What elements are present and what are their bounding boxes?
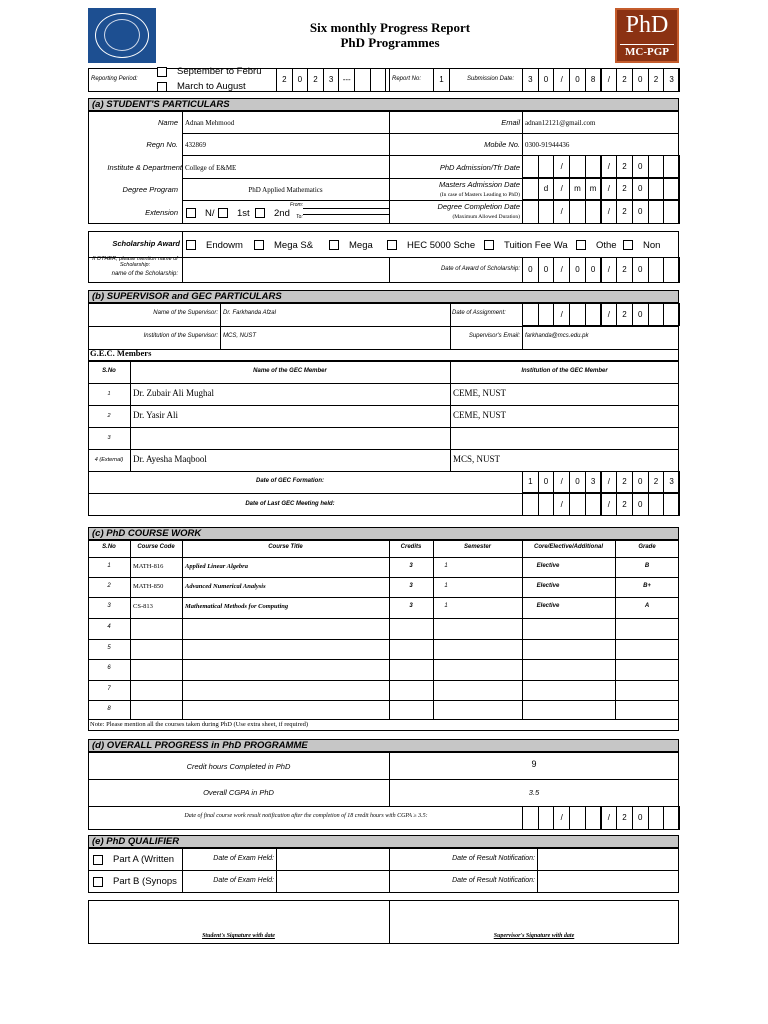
admission-date-cell[interactable] [522,155,539,178]
gec-last-meeting-cell[interactable] [663,493,680,516]
email-value[interactable]: adnan12121@gmail.com [525,119,596,127]
section-b-header: (b) SUPERVISOR and GEC PARTICULARS [88,290,679,303]
final-notification-cell[interactable] [648,806,665,830]
degree-program-label: Degree Program [122,185,178,194]
part-a-result-label: Date of Result Notification: [452,855,535,862]
scholarship-date-cell[interactable]: 0 [522,257,539,283]
assignment-date-cell[interactable] [648,303,665,326]
masters-date-cell[interactable]: / [601,178,618,200]
assignment-date-cell[interactable]: 0 [632,303,649,326]
gec-formation-cell[interactable]: / [601,471,618,493]
cgpa-label: Overall CGPA in PhD [203,788,274,797]
completion-date-cell[interactable] [538,200,555,224]
email-label: Email [501,118,520,127]
submission-date-cell[interactable]: 8 [585,68,602,92]
period-march-checkbox[interactable] [157,82,167,92]
admission-date-cell[interactable] [648,155,665,178]
course-cell-grade[interactable]: A [644,603,650,609]
gec-formation-cell[interactable]: 0 [632,471,649,493]
course-header-cell: Course Code [137,544,175,550]
gec-header-sno: S.No [102,368,116,374]
scholarship-date-label: Date of Award of Scholarship: [440,266,520,272]
course-cell-grade[interactable]: B+ [643,583,651,589]
extension-2nd-checkbox[interactable] [255,208,265,218]
period-september-checkbox[interactable] [157,67,167,77]
scholarship-option-checkbox[interactable] [329,240,339,250]
supervisor-name-label: Name of the Supervisor: [153,310,218,316]
scholarship-option-label: Tuition Fee Wa [504,240,568,251]
gec-formation-cell[interactable]: 2 [648,471,665,493]
extension-1st-label: 1st [237,208,250,219]
gec-formation-cell[interactable]: 1 [522,471,539,493]
scholarship-option-checkbox[interactable] [254,240,264,250]
extension-label: Extension [145,208,178,217]
scholarship-name-label: name of the Scholarship: [111,271,178,277]
course-cell-sno: 6 [107,665,111,671]
extension-to-label: To: [296,214,303,220]
gec-formation-cell[interactable]: 0 [538,471,555,493]
gec-row-name[interactable]: Dr. Ayesha Maqbool [133,454,207,464]
gec-last-meeting-cell[interactable] [585,493,602,516]
report-subtitle: PhD Programmes [340,35,440,50]
masters-date-cell[interactable]: / [553,178,570,200]
reporting-year-cell[interactable]: 3 [323,68,340,92]
course-cell-sno: 3 [107,603,111,609]
course-header-cell: Credits [400,544,422,550]
submission-date-cell[interactable]: / [553,68,570,92]
course-cell-code[interactable]: MATH-816 [133,563,164,570]
masters-date-cell[interactable]: d [538,178,555,200]
part-b-result-label: Date of Result Notification: [452,877,535,884]
gec-row-institution[interactable]: CEME, NUST [453,410,507,420]
gec-formation-cell[interactable]: / [553,471,570,493]
scholarship-date-cell[interactable]: 0 [585,257,602,283]
final-notification-cell[interactable]: 2 [616,806,633,830]
course-cell-credits[interactable]: 3 [409,603,413,609]
scholarship-option-label: Mega S& [274,240,314,251]
course-table [88,540,679,731]
student-signature-label[interactable]: Student's Signature with date [202,933,275,939]
section-d-header: (d) OVERALL PROGRESS in PhD PROGRAMME [88,739,679,752]
student-name-label: Name [157,118,178,127]
assignment-date-cell[interactable] [663,303,680,326]
masters-date-label: Masters Admission Date [439,180,520,189]
scholarship-option-checkbox[interactable] [576,240,586,250]
final-notification-cell[interactable] [522,806,539,830]
gec-last-meeting-cell[interactable] [522,493,539,516]
credit-hours-label: Credit hours Completed in PhD [186,762,291,771]
course-cell-title[interactable]: Mathematical Methods for Computing [185,603,289,610]
admission-date-cell[interactable] [569,155,586,178]
submission-date-cell[interactable]: 2 [616,68,633,92]
submission-date-cell[interactable]: 0 [632,68,649,92]
gec-header-inst: Institution of the GEC Member [521,368,608,374]
phd-badge [615,8,679,63]
admission-date-cell[interactable]: / [601,155,618,178]
university-logo [88,8,156,63]
gec-row-name[interactable]: Dr. Zubair Ali Mughal [133,388,214,398]
mobile-label: Mobile No. [484,140,520,149]
part-b-exam-label: Date of Exam Held: [213,877,274,884]
completion-date-note: (Maximum Allowed Duration) [452,214,520,220]
course-cell-credits[interactable]: 3 [409,583,413,589]
course-cell-type[interactable]: Elective [536,603,560,609]
course-cell-type[interactable]: Elective [536,563,560,569]
gec-row-institution[interactable]: MCS, NUST [453,454,501,464]
assignment-date-cell[interactable]: / [601,303,618,326]
supervisor-signature-label[interactable]: Supervisor's Signature with date [493,933,575,939]
admission-date-cell[interactable] [538,155,555,178]
admission-date-cell[interactable]: 0 [632,155,649,178]
gec-last-meeting-cell[interactable]: 0 [632,493,649,516]
masters-date-cell[interactable]: m [569,178,586,200]
submission-date-cell[interactable]: 0 [569,68,586,92]
report-title: Six monthly Progress Report [309,20,471,35]
admission-date-label: PhD Admission/Tfr Date [439,163,520,172]
gec-formation-label: Date of GEC Formation: [255,478,324,484]
final-notification-cell[interactable] [663,806,680,830]
course-cell-semester[interactable]: 1 [444,583,448,589]
supervisor-email-value[interactable]: farkhanda@mcs.edu.pk [525,333,589,339]
final-notification-label: Date of final course work result notification after the completion of 18 credit hours with CGPA ≥ 3.5: [184,813,428,819]
assignment-date-cell[interactable]: / [553,303,570,326]
course-cell-semester[interactable]: 1 [444,563,448,569]
supervisor-name-value[interactable]: Dr. Farkhanda Afzal [223,310,276,316]
assignment-date-cell[interactable]: 2 [616,303,633,326]
assignment-date-cell[interactable] [522,303,539,326]
scholarship-option-checkbox[interactable] [186,240,196,250]
scholarship-date-cell[interactable]: / [553,257,570,283]
course-cell-sno: 4 [107,624,111,630]
badge-text: PhD [625,12,669,38]
assignment-date-cell[interactable] [569,303,586,326]
institute-value[interactable]: College of E&ME [185,164,237,172]
part-b-checkbox[interactable] [93,877,103,887]
course-note: Note: Please mention all the courses taken during PhD (Use extra sheet, if required) [90,721,309,728]
admission-date-cell[interactable] [585,155,602,178]
course-header-cell: Grade [638,544,656,550]
scholarship-date-cell[interactable]: 0 [538,257,555,283]
course-header-cell: Core/Elective/Additional [533,544,603,550]
reporting-year-cell[interactable]: 0 [292,68,309,92]
completion-date-cell[interactable]: 0 [632,200,649,224]
gec-title: G.E.C. Members [90,348,152,358]
course-header-cell: S.No [102,544,116,550]
assignment-date-label: Date of Assignment: [452,310,506,316]
part-a-checkbox[interactable] [93,855,103,865]
submission-date-cell[interactable]: 3 [663,68,680,92]
course-cell-code[interactable]: MATH-850 [133,583,164,590]
reporting-year-cell[interactable]: 2 [276,68,293,92]
extension-na-label: N/ [205,208,215,219]
scholarship-option-checkbox[interactable] [623,240,633,250]
course-cell-sno: 7 [107,686,111,692]
gec-formation-cell[interactable]: 2 [616,471,633,493]
completion-date-cell[interactable]: 2 [616,200,633,224]
admission-date-cell[interactable]: 2 [616,155,633,178]
scholarship-date-cell[interactable]: 0 [569,257,586,283]
assignment-date-cell[interactable] [538,303,555,326]
scholarship-label: Scholarship Award [112,239,180,248]
scholarship-option-label: Othe [596,240,617,251]
course-cell-credits[interactable]: 3 [409,563,413,569]
scholarship-option-label: Endowm [206,240,243,251]
gec-row-sno: 2 [107,413,111,419]
scholarship-date-cell[interactable]: 2 [616,257,633,283]
part-a-label: Part A (Written [113,854,175,865]
scholarship-option-label: Mega [349,240,373,251]
course-cell-type[interactable]: Elective [536,583,560,589]
course-cell-title[interactable]: Advanced Numerical Analysis [185,583,266,590]
section-a-header: (a) STUDENT'S PARTICULARS [88,98,679,111]
course-cell-sno: 5 [107,645,111,651]
period-march-label: March to August [177,81,246,92]
gec-row-institution[interactable]: CEME, NUST [453,388,507,398]
masters-date-cell[interactable]: 0 [632,178,649,200]
mobile-value[interactable]: 0300-91944436 [525,141,570,149]
regn-no-value[interactable]: 432869 [185,141,206,149]
course-header-cell: Course Title [268,544,303,550]
scholarship-option-label: Non [643,240,661,251]
gec-formation-cell[interactable]: 3 [663,471,680,493]
course-cell-semester[interactable]: 1 [444,603,448,609]
scholarship-option-label: HEC 5000 Sche [407,240,476,251]
masters-date-cell[interactable] [522,178,539,200]
cgpa-value[interactable]: 3.5 [528,788,540,797]
course-cell-grade[interactable]: B [644,563,650,569]
completion-date-label: Degree Completion Date [437,202,520,211]
scholarship-option-checkbox[interactable] [484,240,494,250]
gec-header-name: Name of the GEC Member [253,368,327,374]
submission-date-cell[interactable]: 3 [522,68,539,92]
gec-row-sno: 4 (External) [94,457,124,463]
credit-hours-value[interactable]: 9 [531,759,537,769]
reporting-year-cell[interactable]: 2 [307,68,324,92]
final-notification-cell[interactable] [569,806,586,830]
course-header-cell: Semester [463,544,492,550]
gec-formation-cell[interactable]: 3 [585,471,602,493]
submission-date-label: Submission Date: [467,76,515,82]
part-b-label: Part B (Synops [113,876,177,887]
report-no-label: Report No: [392,76,422,82]
final-notification-cell[interactable]: / [601,806,618,830]
gec-formation-cell[interactable]: 0 [569,471,586,493]
submission-date-cell[interactable]: / [601,68,618,92]
student-name-value[interactable]: Adnan Mehmood [185,119,235,127]
section-c-header: (c) PhD COURSE WORK [88,527,679,540]
masters-date-cell[interactable] [648,178,665,200]
gec-last-meeting-cell[interactable]: / [553,493,570,516]
course-cell-title[interactable]: Applied Linear Algebra [185,563,248,570]
course-cell-sno: 2 [107,583,111,589]
gec-row-sno: 1 [107,391,111,397]
completion-date-cell[interactable] [663,200,680,224]
reporting-year-cell[interactable] [370,68,387,92]
logo-inner-ring [104,19,140,51]
part-a-exam-label: Date of Exam Held: [213,855,274,862]
assignment-date-cell[interactable] [585,303,602,326]
final-notification-cell[interactable] [538,806,555,830]
extension-2nd-label: 2nd [274,208,290,219]
masters-date-note: (In case of Masters Leading to PhD) [439,192,520,198]
supervisor-inst-label: Institution of the Supervisor: [143,333,218,339]
course-cell-sno: 8 [107,706,111,712]
scholarship-date-cell[interactable] [663,257,680,283]
completion-date-cell[interactable] [585,200,602,224]
gec-row-sno: 3 [107,435,111,441]
scholarship-date-cell[interactable] [648,257,665,283]
masters-date-cell[interactable] [663,178,680,200]
completion-date-cell[interactable] [522,200,539,224]
completion-date-cell[interactable] [648,200,665,224]
gec-last-meeting-label: Date of Last GEC Meeting held: [245,501,335,507]
gec-last-meeting-cell[interactable]: 2 [616,493,633,516]
section-e-header: (e) PhD QUALIFIER [88,835,679,848]
gec-row-name[interactable]: Dr. Yasir Ali [133,410,179,420]
extension-na-checkbox[interactable] [186,208,196,218]
scholarship-other-label: If OTHER, please mention name of Scholarship: [92,256,178,268]
extension-from-label: From: [290,202,304,208]
course-cell-code[interactable]: CS-813 [133,603,153,610]
supervisor-inst-value[interactable]: MCS, NUST [223,333,256,339]
period-september-label: September to Febru [177,66,262,77]
completion-date-cell[interactable] [569,200,586,224]
reporting-year-cell[interactable]: --- [338,68,355,92]
final-notification-cell[interactable]: / [553,806,570,830]
extension-1st-checkbox[interactable] [218,208,228,218]
completion-date-cell[interactable]: / [553,200,570,224]
reporting-year-cell[interactable] [354,68,371,92]
regn-no-label: Regn No. [146,140,178,149]
scholarship-date-cell[interactable]: / [601,257,618,283]
final-notification-cell[interactable] [585,806,602,830]
reporting-period-label: Reporting Period: [91,76,138,82]
admission-date-cell[interactable] [663,155,680,178]
badge-subtext: MC-PGP [625,46,669,58]
final-notification-cell[interactable]: 0 [632,806,649,830]
degree-program-value[interactable]: PhD Applied Mathematics [248,186,323,194]
supervisor-email-label: Supervisor's Email: [468,333,520,339]
completion-date-cell[interactable]: / [601,200,618,224]
institute-label: Institute & Department [107,163,182,172]
gec-last-meeting-cell[interactable]: / [601,493,618,516]
masters-date-cell[interactable]: m [585,178,602,200]
submission-date-cell[interactable]: 0 [538,68,555,92]
gec-last-meeting-cell[interactable] [569,493,586,516]
gec-last-meeting-cell[interactable] [538,493,555,516]
report-no-value[interactable]: 1 [433,68,450,92]
scholarship-option-checkbox[interactable] [387,240,397,250]
scholarship-date-cell[interactable]: 0 [632,257,649,283]
course-cell-sno: 1 [107,563,111,569]
gec-title-row [88,348,679,361]
submission-date-cell[interactable]: 2 [648,68,665,92]
admission-date-cell[interactable]: / [553,155,570,178]
gec-last-meeting-cell[interactable] [648,493,665,516]
masters-date-cell[interactable]: 2 [616,178,633,200]
